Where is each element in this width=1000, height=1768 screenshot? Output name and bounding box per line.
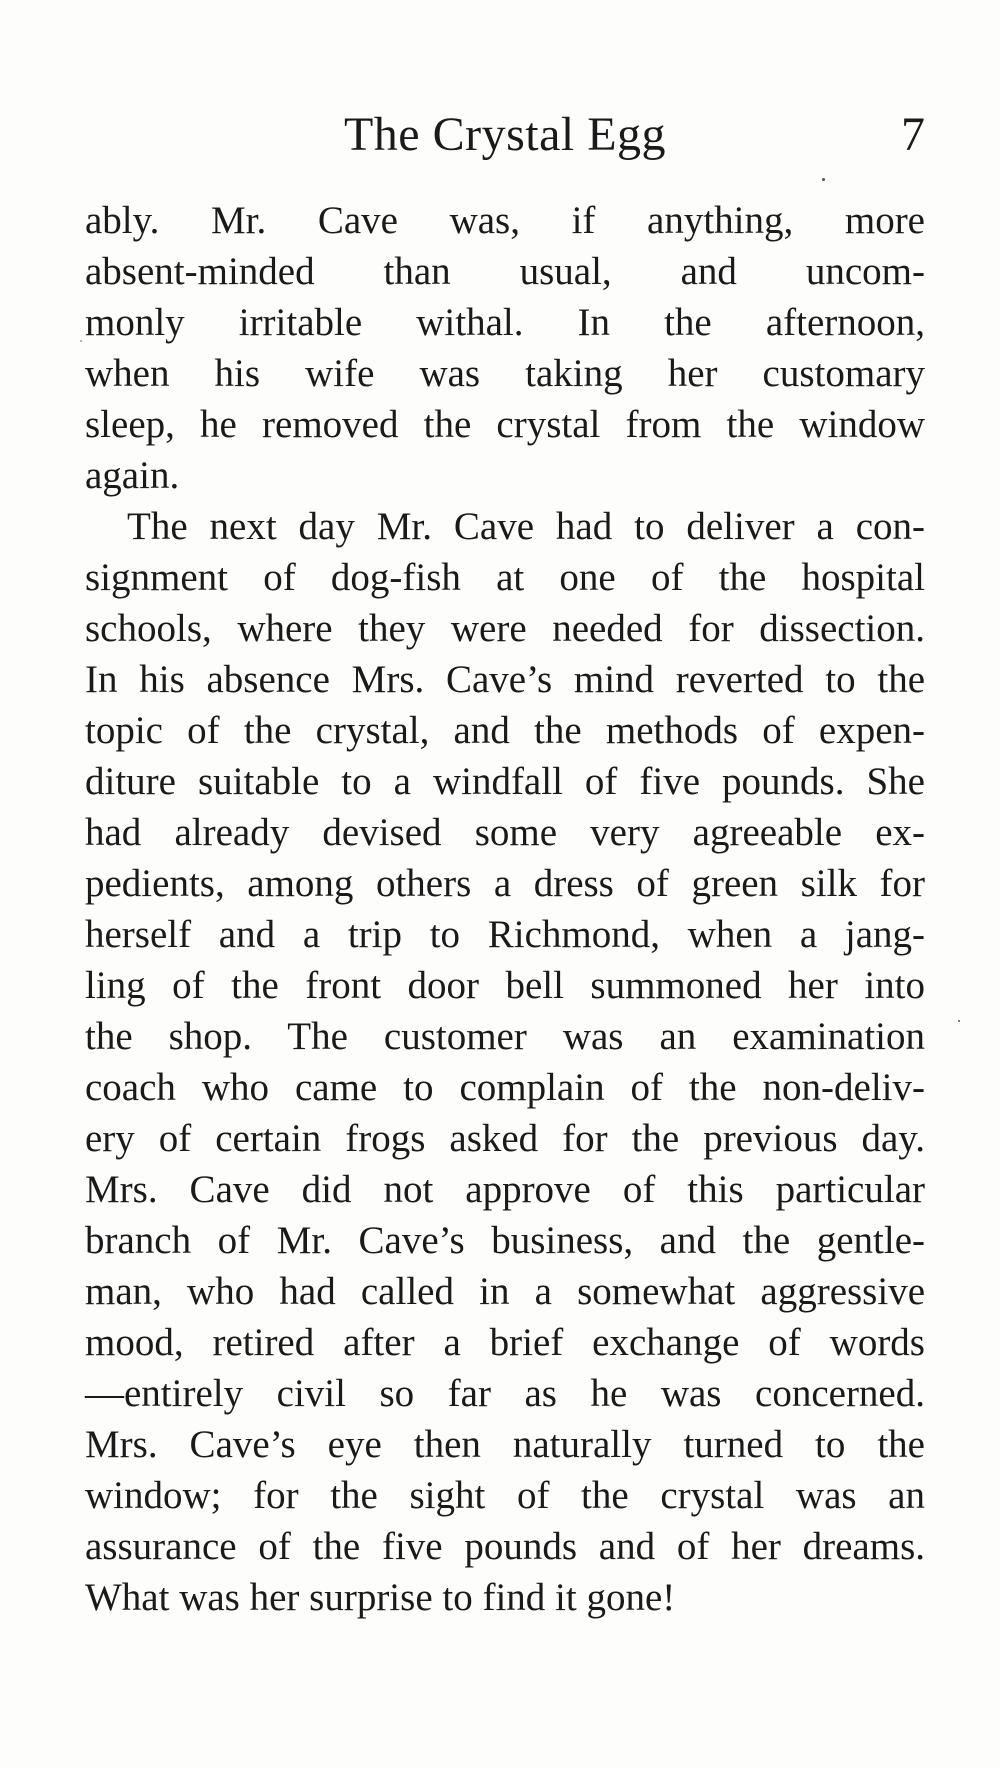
text-line: schools, where they were needed for dissection. bbox=[85, 607, 925, 650]
text-line: absent-minded than usual, and uncom- bbox=[85, 250, 925, 293]
text-line: sleep, he removed the crystal from the window bbox=[85, 403, 925, 446]
text-line: Mrs. Cave did not approve of this particular bbox=[85, 1168, 925, 1211]
text-line: In his absence Mrs. Cave’s mind reverted to the bbox=[85, 658, 925, 701]
text-line: window; for the sight of the crystal was an bbox=[85, 1474, 925, 1517]
text-line: —entirely civil so far as he was concerned. bbox=[85, 1372, 925, 1415]
text-line: pedients, among others a dress of green silk for bbox=[85, 862, 925, 905]
text-line: again. bbox=[85, 454, 180, 497]
text-line: the shop. The customer was an examination bbox=[85, 1015, 925, 1058]
print-speck bbox=[80, 340, 82, 342]
print-speck bbox=[822, 178, 825, 181]
text-line: when his wife was taking her customary bbox=[85, 352, 925, 395]
text-line: herself and a trip to Richmond, when a jang- bbox=[85, 913, 925, 956]
text-line: ery of certain frogs asked for the previous day. bbox=[85, 1117, 925, 1160]
text-line: coach who came to complain of the non-deliv- bbox=[85, 1066, 925, 1109]
text-line: Mrs. Cave’s eye then naturally turned to the bbox=[85, 1423, 925, 1466]
text-line: The next day Mr. Cave had to deliver a con- bbox=[127, 505, 925, 548]
text-line: mood, retired after a brief exchange of words bbox=[85, 1321, 925, 1364]
text-line: monly irritable withal. In the afternoon, bbox=[85, 301, 925, 344]
paragraph bbox=[85, 501, 925, 1623]
text-line: signment of dog-fish at one of the hospital bbox=[85, 556, 925, 599]
text-line: branch of Mr. Cave’s business, and the gentle- bbox=[85, 1219, 925, 1262]
text-line: man, who had called in a somewhat aggressive bbox=[85, 1270, 925, 1313]
text-line: What was her surprise to find it gone! bbox=[85, 1576, 676, 1619]
text-line: topic of the crystal, and the methods of expen- bbox=[85, 709, 925, 752]
running-title: The Crystal Egg bbox=[343, 108, 667, 161]
text-line: had already devised some very agreeable ex- bbox=[85, 811, 925, 854]
body-text bbox=[85, 195, 925, 1623]
text-line: ably. Mr. Cave was, if anything, more bbox=[85, 199, 925, 242]
page-number: 7 bbox=[901, 108, 925, 161]
text-line: assurance of the five pounds and of her dreams. bbox=[85, 1525, 925, 1568]
text-line: ling of the front door bell summoned her into bbox=[85, 964, 925, 1007]
paragraph bbox=[85, 195, 925, 501]
running-head bbox=[85, 100, 925, 170]
text-line: diture suitable to a windfall of five pounds. She bbox=[85, 760, 925, 803]
print-speck bbox=[958, 1020, 960, 1022]
